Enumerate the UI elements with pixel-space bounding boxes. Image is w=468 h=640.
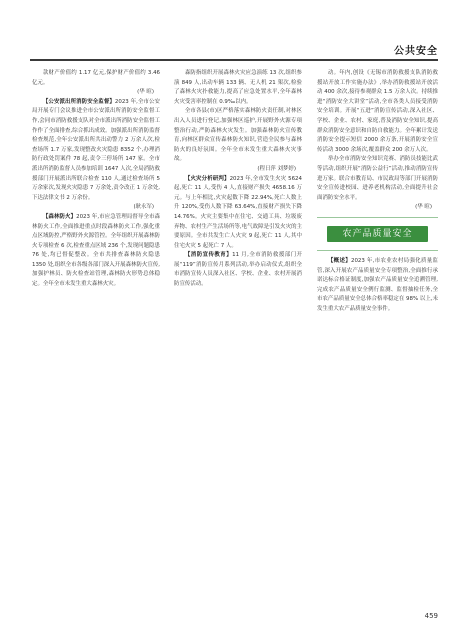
paragraph <box>32 98 160 204</box>
paragraph-text: 款财产价值约 1.17 亿元,保护财产价值约 3.46 亿元。 <box>32 70 160 86</box>
header-rule <box>30 59 438 61</box>
paragraph-text: (华 暄) <box>415 204 432 211</box>
author-signature <box>32 88 160 98</box>
paragraph-text: (华 暄) <box>137 89 154 96</box>
entry-heading: 【火灾分析研判】 <box>184 175 230 182</box>
paragraph-text: 全市各县(市)区严格落实森林防火责任制,对林区出入人员进行登记,加强林区巡护,开展野外火源专项整治行动,严防森林火灾发生。加强森林防火宣传教育,向林区群众宣传森林防火知识,营造全民参与森林防火的良好氛围。全年全市未发生重大森林火灾事故。 <box>174 108 302 163</box>
author-signature <box>317 203 438 213</box>
text-column-2 <box>174 69 302 614</box>
section-banner-title: 农产品质量安全 <box>327 226 428 242</box>
author-signature <box>174 165 302 175</box>
paragraph <box>317 257 438 315</box>
paragraph <box>174 251 302 289</box>
entry-heading: 【公安派出所消防安全监督】 <box>42 98 115 105</box>
paragraph-text: 2023 年,全市公安局开展专门会议推进全市公安派出所消防安全监督工作,会同市消防救援支队对全市派出所消防安全监督工作作了全面排查,综合抓出成效。加强派出所消防监督检查规范,全年公安派出所共出动警力 2 万余人次,检查场所 1.7 万家,发现整改火灾隐患 8352 个,办理消防行政处罚案件 78 起,责令三停场所 147 家。全市派出所消防监督人员参加培训 1647 人次,全局消防救援部门开展派出所联合检查 110 人,通过检查场所 5 万余家次,发现火灾隐患 7 万余处,责令改正 1 万余处,下达法律文书 2 万余份。 <box>32 98 160 201</box>
paragraph-text: 森防指组织开展森林火灾应急演练 13 次,组织参演 849 人,出动车辆 133 辆、无人机 21 架次,检验了森林火灾扑救能力,提高了应急处置水平,全年森林火灾受害率控制在 0.9‰以内。 <box>174 70 302 105</box>
paragraph <box>32 213 160 290</box>
running-head: 公共安全 <box>394 46 438 57</box>
paragraph-text: 2023 年,市农业农村局强化质量监管,深入开展农产品质量安全专项整治,全面推行承诺达标合格证制度,加强农产品质量安全追溯管理,完成农产品质量安全例行监测、监督抽检任务,全市农产品质量安全总体合格率稳定在 98% 以上,未发生重大农产品质量安全事件。 <box>317 257 438 312</box>
text-column-3 <box>317 69 438 614</box>
page-number: 459 <box>424 612 438 620</box>
entry-heading: 【森林防火】 <box>42 213 77 220</box>
paragraph <box>317 69 438 155</box>
section-banner <box>317 217 438 251</box>
entry-heading: 【概述】 <box>327 257 352 264</box>
paragraph-text: 2023 年,全市发生火灾 5624 起,死亡 11 人,受伤 4 人,直接财产损失 4658.16 万元。与上年相比,火灾起数下降 22.94%,死亡人数上升 120%,受伤人数下降 63.64%,直接财产损失下降 14.76%。火灾主要集中在住宅、交通工具、垃圾废弃物、农村生产生活场所等,电气故障是引发火灾的主要原因。全市共发生亡人火灾 9 起,死亡 11 人,其中住宅火灾 5 起死亡 7 人。 <box>174 175 302 249</box>
author-signature <box>32 203 160 213</box>
paragraph <box>174 107 302 165</box>
paragraph <box>174 175 302 252</box>
paragraph-text: 动。年内,创设《无锡市消防救援支队消防救援站开放工作实施办法》,举办消防救援站开放活动 400 余次,接待参观群众 1.5 万余人次。持续推进“消防安全大讲堂”活动,全市各类人员接受消防安全培训。开展“五进”消防宣传活动,深入社区、学校、企业、农村、家庭,普及消防安全知识,提高群众消防安全意识和自防自救能力。全年累计发送消防安全提示短信 2000 余万条,开展消防安全宣传活动 3000 余场次,覆盖群众 200 余万人次。 <box>317 70 438 153</box>
paragraph-text: (耿永军) <box>133 204 154 211</box>
paragraph <box>32 69 160 88</box>
paragraph <box>317 155 438 203</box>
paragraph-text: 11 月,全市消防救援部门开展“119”消防宣传月系列活动,举办启动仪式,组织全市消防宣传人员深入社区、学校、企业、农村开展消防宣传活动。 <box>174 252 302 288</box>
paragraph <box>174 69 302 107</box>
text-column-1 <box>32 69 160 614</box>
paragraph-text: (程日萍 刘梦婷) <box>257 165 296 172</box>
paragraph-text: 举办全市消防安全知识竞赛、消防员技能比武等活动,组织开展“消防公益行”活动,推动消防宣传进万家。联合市教育局、市民政局等部门开展消防安全宣传进校园、进养老机构活动,全面提升社会面消防安全水平。 <box>317 156 438 201</box>
entry-heading: 【消防宣传教育】 <box>184 252 233 259</box>
paragraph-text: 2023 年,市应急管理局督导全市森林防火工作,全面推进重点时段森林防火工作,强化重点区域防控,严格野外火源管控。全年组织开展森林防火专项检查 6 次,检查重点区域 236 个,发现问题隐患 76 处,均已督促整改。全市共排查森林防火隐患 1350 处,组织全市各级各部门深入开展森林防火宣传,加强护林员、防火检查站管理,森林防火形势总体稳定。全年全市未发生重大森林火灾。 <box>32 213 160 288</box>
